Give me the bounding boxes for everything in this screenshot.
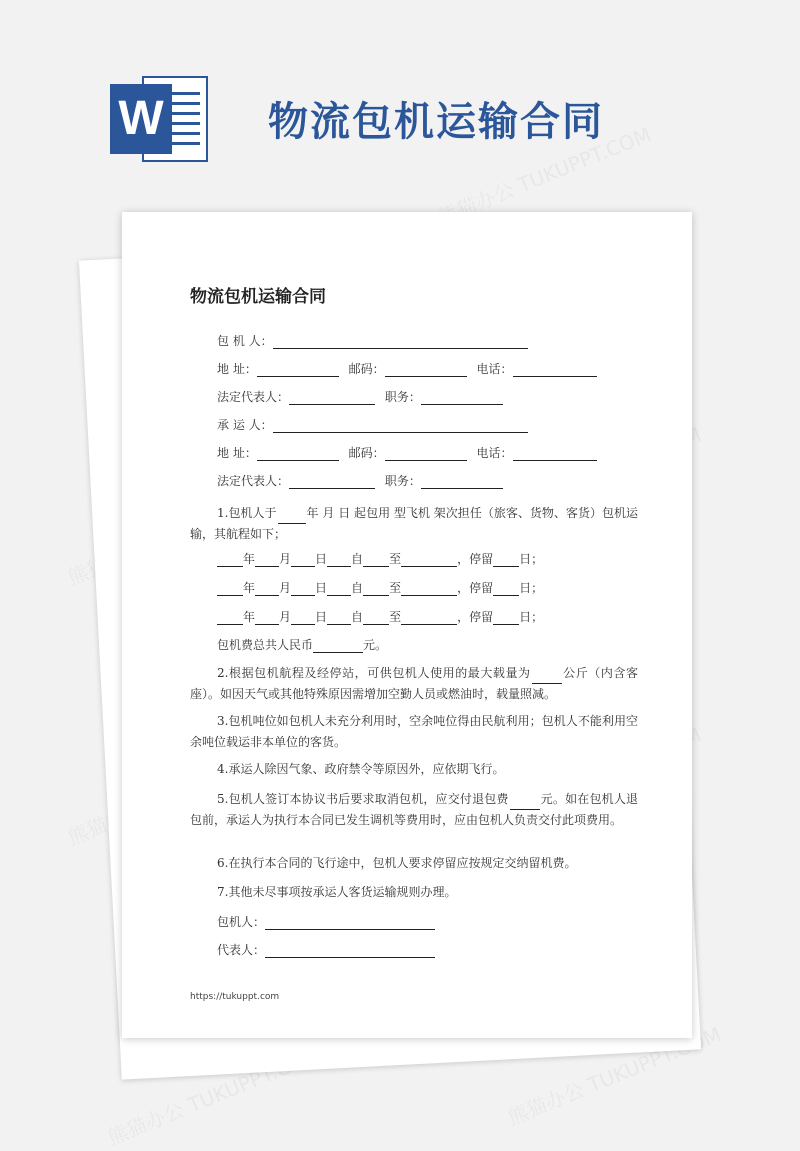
phone-field[interactable]: [513, 447, 597, 461]
sign-charterer-field[interactable]: [265, 916, 435, 930]
rep-field[interactable]: [289, 475, 375, 489]
address-field[interactable]: [257, 363, 339, 377]
position-field[interactable]: [421, 475, 503, 489]
postcode-label: 邮码：: [348, 362, 385, 376]
postcode-field[interactable]: [385, 363, 467, 377]
carrier-row: [217, 417, 528, 433]
address-label: 地 址：: [217, 362, 257, 376]
max-load-field[interactable]: [532, 671, 562, 684]
clause-4: 4.承运人除因气象、政府禁令等原因外，应依期飞行。: [217, 762, 505, 776]
itinerary-row: 年 月 日 自 至 ，停留 日；: [217, 580, 543, 596]
footer-url[interactable]: https://tukuppt.com: [190, 992, 280, 1002]
charterer-row: [217, 333, 528, 349]
total-fee-row: 包机费总共人民币 元。: [217, 638, 388, 652]
rep-label: 法定代表人：: [217, 390, 290, 404]
banner-title: 物流包机运输合同: [268, 99, 604, 145]
position-field[interactable]: [421, 391, 503, 405]
itinerary-row: 年 月 日 自 至 ，停留 日；: [217, 609, 543, 625]
clause-2: 2.根据包机航程及经停站，可供包机人使用的最大载量为 公斤（内含客座）。如因天气或其他特殊原因需增加空勤人员或燃油时，载量照减。: [190, 666, 638, 701]
phone-field[interactable]: [513, 363, 597, 377]
clause-6: 6.在执行本合同的飞行途中，包机人要求停留应按规定交纳留机费。: [217, 856, 577, 870]
phone-label: 电话：: [476, 362, 513, 376]
word-icon: [110, 76, 210, 162]
charterer-label: 包 机 人：: [217, 334, 273, 348]
charterer-address-row: [217, 361, 597, 377]
document-title: 物流包机运输合同: [190, 287, 326, 307]
address-field[interactable]: [257, 447, 339, 461]
phone-label: 电话：: [476, 446, 513, 460]
document-page: [122, 212, 692, 1038]
sign-rep-field[interactable]: [265, 944, 435, 958]
start-date-field[interactable]: [278, 511, 306, 524]
banner: [0, 0, 800, 200]
itinerary-row: 年 月 日 自 至 ，停留 日；: [217, 551, 543, 567]
total-fee-field[interactable]: [313, 639, 363, 653]
carrier-rep-row: [217, 473, 503, 489]
rep-field[interactable]: [289, 391, 375, 405]
position-label: 职务：: [384, 474, 421, 488]
word-letter: W: [110, 84, 172, 154]
clause-5: 5.包机人签订本协议书后要求取消包机，应交付退包费 元。如在包机人退包前，承运人为执行本合同已发生调机等费用时，应由包机人负责交付此项费用。: [190, 792, 638, 827]
clause-7: 7.其他未尽事项按承运人客货运输规则办理。: [217, 885, 457, 899]
postcode-field[interactable]: [385, 447, 467, 461]
carrier-address-row: [217, 445, 597, 461]
sign-charterer-row: 包机人：: [217, 914, 435, 930]
clause-1: 1.包机人于 年 月 日 起包用 型飞机 架次担任（旅客、货物、客货）包机运输，其航程如下；: [190, 506, 638, 541]
carrier-field[interactable]: [273, 419, 528, 433]
address-label: 地 址：: [217, 446, 257, 460]
charterer-field[interactable]: [273, 335, 528, 349]
carrier-label: 承 运 人：: [217, 418, 273, 432]
sign-rep-row: 代表人：: [217, 942, 435, 958]
position-label: 职务：: [384, 390, 421, 404]
cancel-fee-field[interactable]: [510, 797, 540, 810]
rep-label: 法定代表人：: [217, 474, 290, 488]
postcode-label: 邮码：: [348, 446, 385, 460]
charterer-rep-row: [217, 389, 503, 405]
clause-3: 3.包机吨位如包机人未充分利用时，空余吨位得由民航利用；包机人不能利用空余吨位载运非本单位的客货。: [190, 714, 638, 749]
